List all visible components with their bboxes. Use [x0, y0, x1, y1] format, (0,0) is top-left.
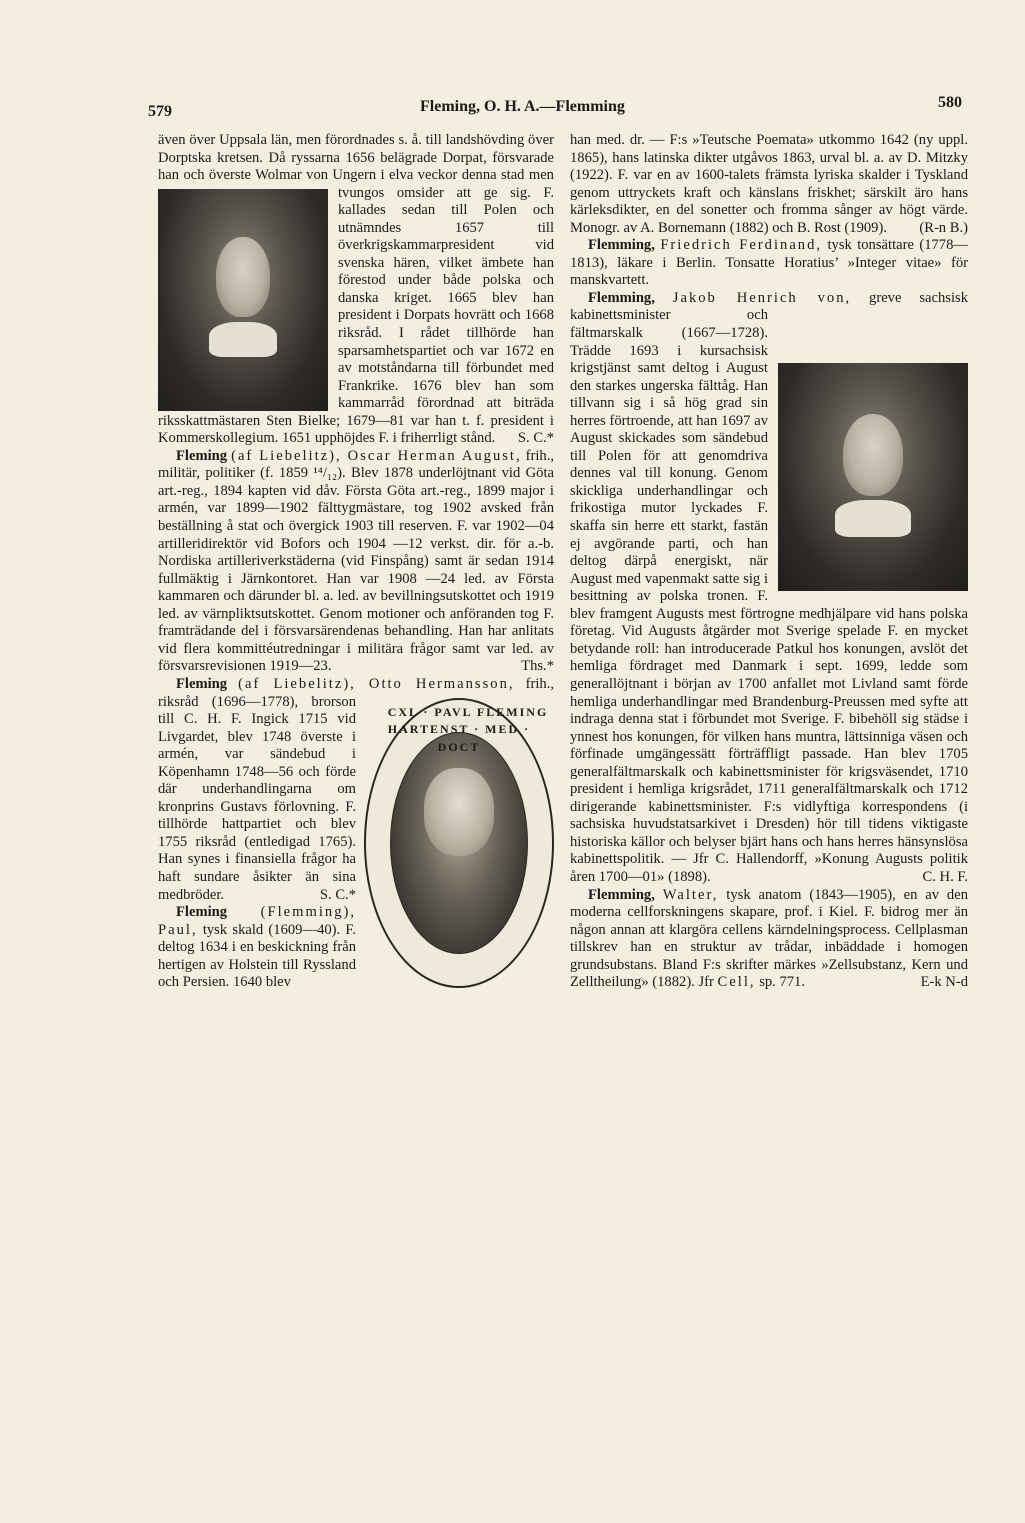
entry-name: (Flemming), Paul, [158, 904, 356, 938]
entry-headword: Flemming, [588, 886, 655, 903]
author-signature: (R-n B.) [919, 219, 968, 236]
entry-headword: Flemming, [588, 289, 655, 306]
cross-reference-column: sp. 771. [759, 974, 805, 991]
entry-text: tysk tonsättare (1778—1813), läkare i Berlin. Tonsatte Horatius’ »Integer vitae» för manskvartett. [570, 237, 968, 289]
portrait-face [216, 237, 270, 317]
entry-text: tysk anatom (1843—1905), en av den moderna cellforskningens skapare, prof. i Kiel. F. bidrog mer än någon annan att klargöra cellens kärndelningsprocess. Cellplasman tillskrev han en struktur av trådar, inbäddade i homogen grundsubstans. Bland F:s skrifter märkes »Zellsubstanz, Kern und Zelltheilung» (1882). Jfr [570, 886, 969, 991]
right-column [570, 132, 968, 992]
entry-name: (af Liebelitz), Oscar Herman August, [231, 447, 522, 464]
entry-name: Friedrich Ferdinand, [660, 237, 823, 254]
medal-face [424, 768, 494, 856]
entry-text: greve sachsisk kabinettsminister och fältmarskalk (1667—1728). Trädde 1693 i kursachsisk krigstjänst samt deltog i August den starkes ungerska fälttåg. Han tillvann sig i så hög grad sin herres förtroende, att han 1697 av August skickades som sändebud till Polen för att genomdriva dennes val till konung. Genom skickliga underhandlingar och frikostiga mutor lyckades F. skaffa sin herre ett starkt, fastän ej avgörande parti, [570, 289, 968, 552]
cross-reference: Cell, [717, 974, 756, 991]
entry-name: Jakob Henrich von, [672, 289, 852, 306]
page-number-left: 579 [148, 103, 172, 120]
entry-text: frih., riksråd (1696—1778), brorson till C. H. F. Ingick 1715 vid Livgardet, blev 1748 överste i armén, var sändebud i Köpenhamn 1748—56 och förde där underhandlingarna om kronprins Gustavs förlovning. F. tillhörde hattpartiet och blev 1755 riksråd (entledigad 1765). Han synes i finansiella frågor ha haft sundare åsikter än sina medbröder. [158, 675, 555, 903]
entry-headword: Fleming [176, 675, 228, 692]
page-number-right: 580 [938, 94, 962, 111]
paragraph-text: han med. dr. — F:s »Teutsche Poemata» utkommo 1642 (ny uppl. 1865), hans latinska dikter utgåvos 1863, urval bl. a. av D. Mitzky (1922). F. var en av 1600-talets främsta lyriska skalder i Tyskland genom uttryckets kraft och känslans friskhet; särskilt äro hans kärleksdikter, en del sonetter och fromma sånger av högt värde. Monogr. av A. Bornemann (1882) och B. Rost (1909). [570, 132, 968, 236]
entry-text: frih., militär, politiker (f. 1859 ¹⁴/₁₂). Blev 1878 underlöjtnant vid Göta art.-reg., 1894 kapten vid dåv. Första Göta art.-reg., 1899 major i armén, var 1899—1902 fälttygmästare, tog 1902 avsked från beställning å stat och övergick 1903 till reserven. F. var 1902—04 artilleridirektör vid Bofors och 1904 —12 verkst. dir. för a.-b. Nordiska artilleriverkstäderna (vid Finspång) samt är sedan 1914 fullmäktig i Järnkontoret. Han var 1908 —24 led. av Första kammaren och därunder bl. a. led. av bevillningsutskottet och 1919 led. av värnpliktsutskottet. Genom motioner och anföranden tog F. framträdande del i försvarsärendenas behandling. Han har anlitats vid flera kommittéutredningar i militära frågor samt var led. av försvarsrevisionen 1919—23. [158, 447, 555, 675]
paragraph-text: I rådet tillhörde han sparsamhetspartiet och var 1672 en av motståndarna till förbundet med Frankrike. 1676 blev han som kammarråd förordnad att biträda riksskattmästaren Sten Bielke; 1679—81 var han t. f. president i Kommerskollegium. 1651 upphöjdes F. i friherrligt stånd. [158, 325, 554, 447]
entry-paul-fleming-continued [570, 132, 968, 237]
portrait-fleming-image [158, 189, 328, 411]
entry-headword: Fleming [176, 904, 228, 921]
entry-oscar-fleming [158, 448, 554, 676]
portrait-jakob-flemming-image [778, 363, 968, 591]
entry-otto-fleming [158, 676, 554, 904]
entry-friedrich-flemming [570, 237, 968, 290]
portrait-face [843, 414, 904, 496]
author-signature: Ths.* [521, 658, 554, 675]
author-signature: C. H. F. [922, 868, 968, 885]
entry-name: (af Liebelitz), Otto Hermansson, [238, 675, 515, 692]
paragraph-text: veckor denna stad men tvungos omsider att ge sig. F. kallades sedan till Polen och utnämndes 1657 till överkrigskammarpresident vid svenska hären, vilket ämbete han förestod under både polska och danska kriget. 1665 blev han president i Dorpats hovrätt och 1668 riksråd. [338, 167, 554, 342]
entry-text: tysk skald (1609—40). F. deltog 1634 i en beskickning från hertigen av Holstein till Ryssland och Persien. 1640 blev [158, 921, 356, 991]
left-column [158, 132, 554, 992]
medal-legend: CXL · PAVL FLEMING HARTENST · MED · DOCT [387, 704, 549, 754]
entry-headword: Fleming [176, 447, 228, 464]
entry-headword: Flemming, [588, 237, 655, 254]
entry-walter-flemming [570, 887, 968, 992]
entry-jakob-flemming [570, 290, 968, 887]
author-signature: S. C.* [517, 430, 554, 447]
entry-fleming-continued [158, 132, 554, 448]
author-signature: S. C.* [319, 886, 356, 903]
portrait-collar [835, 500, 911, 536]
paragraph-text: även över Uppsala län, men förordnades s. å. till landshövding över Dorptska kretsen. Då ryssarna 1656 belägrade Dorpat, försvarade han och överste Wolmar von Ungern i elva [158, 132, 554, 184]
running-title: Fleming, O. H. A.—Flemming [420, 98, 625, 115]
medal-portrait-image [364, 698, 554, 988]
entry-text: och han deltog därpå energiskt, när August med vapenmakt satte sig i besittning av polska tronen. F. blev framgent Augusts mest förtrogne medhjälpare vid hans polska företag. Vid Augusts åtgärder mot Sverige spelade F. en mycket betydande roll: han introducerade Patkul hos konungen, avslöt det hemliga fördraget med Danmark i sept. 1699, ledde som generallöjtnant i början av 1700 anfallet mot Livland samt förde hemliga underhandlingar med Brandenburg-Preussen med syfte att indraga denna stat i förbundet mot Sverige. F. bibehöll sig städse i ynnest hos konungen, för vilken hans muntra, lättsinniga väsen och förfinade umgängessätt förträffligt passade. Han blev 1705 generalfältmarskalk och kabinettsminister för krigsväsendet, 1710 president i hemliga krigsrådet, 1711 generalfältmarskalk och 1712 dirigerande kabinettsminister. F:s vidlyftiga korrespondens (i sachsiska huvudstatsarkivet i Dresden) hör till tidens viktigaste historiska källor och belyser bjärt hans och hans herres hänsynslösa kabinettspolitik. — Jfr C. Hallendorff, »Konung Augusts politik åren 1700—01» (1898). [570, 535, 968, 885]
portrait-collar [209, 322, 277, 358]
author-signature: E-k N-d [920, 974, 968, 991]
entry-name: Walter, [662, 886, 719, 903]
